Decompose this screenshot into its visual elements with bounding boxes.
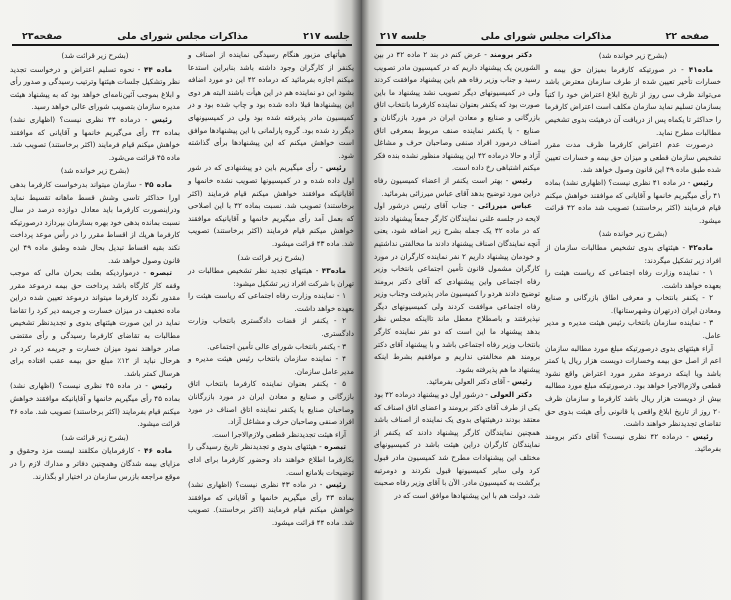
paragraph <box>10 380 180 430</box>
paragraph <box>545 431 721 456</box>
paragraph <box>374 200 540 376</box>
page-header <box>22 30 350 42</box>
speaker-or-article-label: ماده۴۳ <box>321 266 346 276</box>
paragraph <box>188 290 354 315</box>
reading-note: (بشرح زیر خوانده شد) <box>598 229 668 239</box>
speaker-or-article-label: ماده ۴۶ <box>143 446 172 456</box>
paragraph-text: ۳ - یکنفر بانتخاب شورای عالی تأمین اجتماعی. <box>207 341 346 351</box>
speaker-or-article-label: ماده۴۱ <box>688 64 713 74</box>
paragraph-text: - در ماده ۴۵ نظری نیست؟ (اظهاری نشد) بماده ۴۵ رأی میگیریم خانمها و آقایانیکه موافقند خواهش میکنم قیام بفرمایند (اکثر برخاستند) تصویب شد. ماده ۴۶ قرائت میشود. <box>10 381 180 429</box>
speaker-or-article-label: رئیس <box>151 381 172 391</box>
paragraph <box>188 315 354 340</box>
speaker-or-article-label: رئیس <box>325 480 346 490</box>
paragraph-text: - در صورتیکه کارفرما بمیزان حق بیمه و خسارات تأخیر تعیین شده از طرف سازمان معترض باشد می‌تواند ظرف سی روز از تاریخ ابلاغ اعتراض خود را کتباً بسازمان تسلیم نماید سازمان مکلف است اعتراض کارفرما را حداکثر تا یکماه پس از دریافت آن درهیئت بدوی تشخیص مطالبات مطرح نماید. <box>545 64 721 137</box>
session-number: جلسه ۲۱۷ <box>380 31 427 42</box>
page-number: صفحه۲۳ <box>22 31 63 42</box>
paragraph-text: - جناب آقای رئیس درشور اول لایحه در جلسه علنی نمایندگان کارگر جمعاً پیشنهاد دادند که در ماده ۴۲ یک جمله بشرح زیر اضافه شود، یعنی آنچه نمایندگان اصناف پیشنهاد دادند ما مخالفتی نداشتیم و خودمان پیشنهاد داریم ۲ نفر نماینده کارگران در مورد کارگران مشمول قانون تأمین اجتماعی بانتخاب وزیر رفاه اجتماعی واین پیشنهادی که آقای دکتر برومند توضیح دادند هردو را کمیسیون مادر پذیرفت وجناب وزیر رفاه اجتماعی موافقت کردند ولی کمیسیونهای دیگر نپذیرفتند و باصطلاح معطل ماند تااینکه مجلس نظر بدهد پیشنهاد ما این است که دو نفر نماینده کارگر بانتخاب وزیر رفاه اجتماعی باشد و با پیشنهاد آقای دکتر برومند هم مخالفتی نداریم و موافقیم بشرط اینکه پیشنهاد ما هم پذیرفته بشود. <box>374 201 540 374</box>
paragraph-text: - کارفرمایان مکلفند لیست مزد وحقوق و مزایای بیمه شدگان وهمچنین دفاتر و مدارك لازم را در موقع مراجعه بازرس سازمان در اختیار او بگذارند. <box>10 446 180 481</box>
paragraph <box>10 114 180 164</box>
paragraph-text: ۲ - یکنفر بانتخاب و معرفی اطاق بازرگانی و صنایع ومعادن ایران (درتهران وشهرستانها). <box>545 293 721 315</box>
speaker-or-article-label: رئیس <box>692 177 713 187</box>
paragraph-text: - درماده ۴۴ نظری نیست؟ (اظهاری نشد) بماده ۴۴ رأی می‌گیریم خانمها و آقایانی که موافقند خواهش میکنم قیام فرمایند (اکثر برخاستند) تصویب شد. ماده ۴۵ قرائت می‌شود. <box>10 114 180 162</box>
paragraph-text: ۴ - نماینده سازمان بانتخاب رئیس هیئت مدیره و مدیر عامل سازمان. <box>188 354 354 376</box>
paragraph <box>10 179 180 267</box>
speaker-or-article-label: عباس میرزائی <box>478 201 532 211</box>
paragraph-text: - رأی میگیریم باین دو پیشنهادی که در شور اول داده شده و در کمیسیونها تصویب نشده خانمها و آقایانیکه موافقند خواهش میکنم قیام فرمایند (اکثر برخاستند) تصویب شد. نسبت بماده ۴۲ با این اصلاحی که بعمل آمد رأی میگیریم خانمها و آقایانیکه موافقند خواهش میکنم قیام فرمایند (اکثر برخاستند) تصویب شد. ماده ۴۳ قرائت میشود. <box>188 163 354 248</box>
paragraph-text: - هیئتهای بدوی تشخیص مطالبات سازمان از افراد زیر تشکیل میگردند: <box>545 242 721 265</box>
speaker-or-article-label: ماده ۴۵ <box>144 179 172 189</box>
reading-note: (بشرح زیر قرائت شد) <box>61 432 129 442</box>
paragraph <box>374 175 540 200</box>
paragraph <box>188 479 354 529</box>
paragraph-text: ۱ - نماینده وزارت رفاه اجتماعی که ریاست هیئت را بعهده خواهد داشت. <box>545 268 721 290</box>
paragraph <box>10 445 180 483</box>
page-number: صفحه ۲۲ <box>665 31 709 42</box>
speaker-or-article-label: رئیس <box>511 175 532 185</box>
paragraph-text: - سازمان میتواند بدرخواست کارفرما بدهی اورا حداکثر تاسی وشش قسط ماهانه تقسیط نماید ودراینصورت کارفرما باید معادل دوازده درصد در سال نسبت بمانده بدهی خود بهره بسازمان بپردازد درصورتیکه کارفرما هریك از اقساط مقرر را در رأس موعد پرداخت نکند بقیه اقساط تبدیل بحال شده وطبق ماده ۴۹ این قانون وصول خواهد شد. <box>10 179 180 265</box>
left-page <box>0 0 362 600</box>
speaker-or-article-label: رئیس <box>692 431 713 441</box>
paragraph <box>188 353 354 378</box>
paragraph <box>374 376 540 389</box>
speaker-or-article-label: ماده۴۲ <box>688 242 713 252</box>
paragraph <box>188 162 354 250</box>
header-rule <box>12 44 352 46</box>
right-page <box>362 0 731 600</box>
reading-note: (بشرح زیر قرائت شد) <box>61 51 129 60</box>
paragraph-text: ۱ - نماینده وزارت رفاه اجتماعی که ریاست هیئت را بعهده خواهد داشت. <box>188 291 354 313</box>
paragraph <box>10 267 180 380</box>
paragraph-text: - هیئتهای تجدید نظر تشخیص مطالبات در تهران با شرکت افراد زیر تشکیل میشود: <box>188 266 354 288</box>
publication-title: مذاکرات مجلس شورای ملی <box>117 31 249 42</box>
paragraph <box>545 267 721 292</box>
text-column <box>374 49 540 502</box>
paragraph-text: - در ماده ۴۱ نظری نیست؟ (اظهاری نشد) بماده ۴۱ رأی میگیریم خانمها و آقایانی که موافقند خواهش میکنم قیام فرمایند (اکثر برخاستند) تصویب شد ماده ۴۲ قرائت میشود. <box>545 177 722 225</box>
speaker-or-article-label: رئیس <box>151 114 172 124</box>
paragraph-text: هیأتهای مزبور هنگام رسیدگی نماینده از اصناف و یکنفر از کارگران وجود داشته باشد بنابراین استدعا میکنم اجازه بفرمائید که درماده ۴۲ این دو مورد اضافه بشود این دو نماینده هم در این هیأت باشند البته هر دوی این پیشنهادها قبلا داده شده بود و چاپ شده بود و در کمیسیون مادر پذیرفته شده بود ولی در کمیسیونهای دیگر رد شده بود. گروه پارلمانی با این پیشنهادها موافق است خواهش میکنم که این پیشنهادها برأی گذاشته شود. <box>188 50 354 160</box>
paragraph-text: - نحوه تسلیم اعتراض و درخواست تجدید نظر وتشکیل جلسات هیئتها وترتیب رسیدگی و صدور رأی و ابلاغ بموجب آئین‌نامه‌ای خواهد بود که به پیشنهاد هیئت مدیره سازمان بتصویب شورای عالی خواهد رسید. <box>10 64 180 112</box>
paragraph-text: - درماده ۴۲ نظری نیست؟ آقای دکتر برومند بفرمائید. <box>545 431 721 454</box>
text-column <box>10 49 180 483</box>
paragraph <box>545 343 721 431</box>
paragraph <box>545 317 721 342</box>
speaker-or-article-label: رئیس <box>325 163 346 173</box>
paragraph <box>374 389 540 502</box>
paragraph-text: - بهتر است یکنفر از اعضاء کمیسیون رفاه دراین مورد توضیح بدهد آقای عباس میرزائی بفرمائید. <box>374 175 540 198</box>
paragraph-text: - در ماده ۴۳ نظری نیست؟ (اظهاری نشد) بماده ۴۳ رأی میگیریم خانمها و آقایانی که موافقند خواهش میکنم قیام فرمایند (اکثر برخاستند). تصویب شد. ماده ۴۴ قرائت میشود. <box>188 480 354 527</box>
reading-note: (بشرح زیر خوانده شد) <box>598 51 668 60</box>
speaker-or-article-label: ماده ۴۴ <box>143 64 172 74</box>
paragraph-text: آراء هیئتهای بدوی درصورتیکه مبلغ مورد مطالبه سازمان اعم از اصل حق بیمه وخسارات دویست هزار ریال یا کمتر باشد ویا اینکه درموعد مقرر مورد اعتراض واقع نشود قطعی ولازم‌الاجرا خواهد بود. درصورتیکه مبلغ مورد مطالبه بیش از دویست هزار ریال باشد کارفرما و سازمان ظرف ۲۰ روز از تاریخ ابلاغ واقعی یا قانونی رأی هیئت بدوی حق تقاضای تجدیدنظر خواهند داشت. <box>545 343 721 429</box>
paragraph <box>10 64 180 114</box>
speaker-or-article-label: رئیس <box>511 377 532 387</box>
reading-note: (بشرح زیر قرائت شد) <box>237 252 305 262</box>
paragraph-text: درصورت عدم اعتراض کارفرما ظرف مدت مقرر تشخیص سازمان قطعی و میزان حق بیمه و خسارات تعیین شده طبق ماده ۴۹ این قانون وصول خواهد شد. <box>545 140 721 175</box>
paragraph-text: ۵ - یکنفر بعنوان نماینده کارفرما بانتخاب اتاق بازرگانی و صنایع و معادن ایران در مورد بازرگانان وصاحبان صنایع یا یکنفر نماینده اتاق اصناف در مورد افراد صنفی وصاحبان حرف و مشاغل آزاد. <box>188 379 354 427</box>
paragraph <box>188 341 354 354</box>
speaker-or-article-label: تبصره <box>324 442 346 452</box>
paragraph <box>545 242 721 267</box>
paragraph <box>188 49 354 162</box>
reading-note: (بشرح زیر خوانده شد) <box>60 166 130 176</box>
paragraph-text: - آقای دکتر العولی بفرمائید. <box>426 377 512 387</box>
paragraph <box>188 441 354 479</box>
paragraph <box>188 378 354 428</box>
publication-title: مذاکرات مجلس شورای ملی <box>480 31 612 42</box>
paragraph-text: - درمواردیکه بعلت بحران مالی که موجب وقفه کار کارگاه باشد پرداخت حق بیمه درموعد مقرر مقدور نگردد کارفرما میتواند درموعد تعیین شده دراین ماده تخفیف در میزان خسارت و جریمه دیر کرد را تقاضا نماید در این صورت هیئتهای بدوی و تجدیدنظر تشخیص مطالبات به تقاضای کارفرما رسیدگی و رأی مقتضی صادر خواهند نمود میزان خسارت و جریمه دیر کرد در هرحال نباید از ۱۲٪ مبلغ حق بیمه عقب افتاده برای هرسال کمتر باشد. <box>10 268 180 378</box>
paragraph <box>188 265 354 290</box>
session-number: جلسه ۲۱۷ <box>303 31 350 42</box>
paragraph-text: ۲ - یکنفر از قضات دادگستری بانتخاب وزارت دادگستری. <box>188 316 354 339</box>
page-header <box>380 30 709 42</box>
paragraph-text: - عرض کنم در بند ۲ ماده ۴۲ در بین الشورین یک پیشنهاد داریم که در کمیسیون مادر تصویب رسید و جناب وزیر رفاه هم باین پیشنهاد موافقت کردند ولی در کمیسیونهای دیگر تصویب نشد پیشنهاد ما باین صورت بود که یکنفر بعنوان نماینده کارفرما بانتخاب اتاق بازرگانی و صنایع و معادن ایران در مورد بازرگانان و صنایع - یا یکنفر نماینده صنف مربوط بمعرفی اتاق اصناف درمورد افراد صنفی وصاحبان حرف و مشاغل آزاد و حالا درماده ۴۲ این پیشنهاد منظور نشده بنده فکر میکنم اشتباهی رخ داده است. <box>374 50 540 173</box>
speaker-or-article-label: دکتر برومند <box>489 50 533 59</box>
speaker-or-article-label: دکتر العولی <box>490 390 532 400</box>
paragraph <box>374 49 540 175</box>
paragraph <box>188 429 354 442</box>
paragraph-text: آراء هیئت تجدیدنظر قطعی ولازم‌الاجرا است. <box>211 429 346 439</box>
text-column <box>545 49 721 456</box>
paragraph-text: - درشور اول دو پیشنهاد درماده ۴۲ بود یکی از طرف آقای دکتر برومند و اعضای اتاق اصناف که معتقد بودند درهیئتهای بدوی یک نماینده از اصناف باشد همچنین نمایندگان کارگر پیشنهاد دادند که یکنفر از نمایندگان کارگران دراین هیئت باشد در کمیسیونهای مختلف این پیشنهادات مطرح شد کمیسیون مادر قبول کرد ولی سایر کمیسیونها قبول نکردند و دومرتبه برگشت به کمیسیون مادر. الآن با آقای وزیر رفاه صحبت شد، دولت هم با این پیشنهادها موافق است که در <box>374 390 540 500</box>
paragraph-text: ۳ - نماینده سازمان بانتخاب رئیس هیئت مدیره و مدیر عامل. <box>545 318 721 341</box>
text-column <box>188 49 354 530</box>
paragraph-text: - هیئتهای بدوی و تجدیدنظر تاریخ رسیدگی را بکارفرما اطلاع خواهند داد وحضور کارفرما برای ادای توضیحات بلامانع است. <box>188 442 354 477</box>
header-rule <box>376 44 719 46</box>
paragraph <box>545 292 721 317</box>
paragraph <box>545 139 721 177</box>
paragraph <box>545 64 721 140</box>
paragraph <box>545 177 721 227</box>
speaker-or-article-label: تبصره <box>150 268 172 278</box>
